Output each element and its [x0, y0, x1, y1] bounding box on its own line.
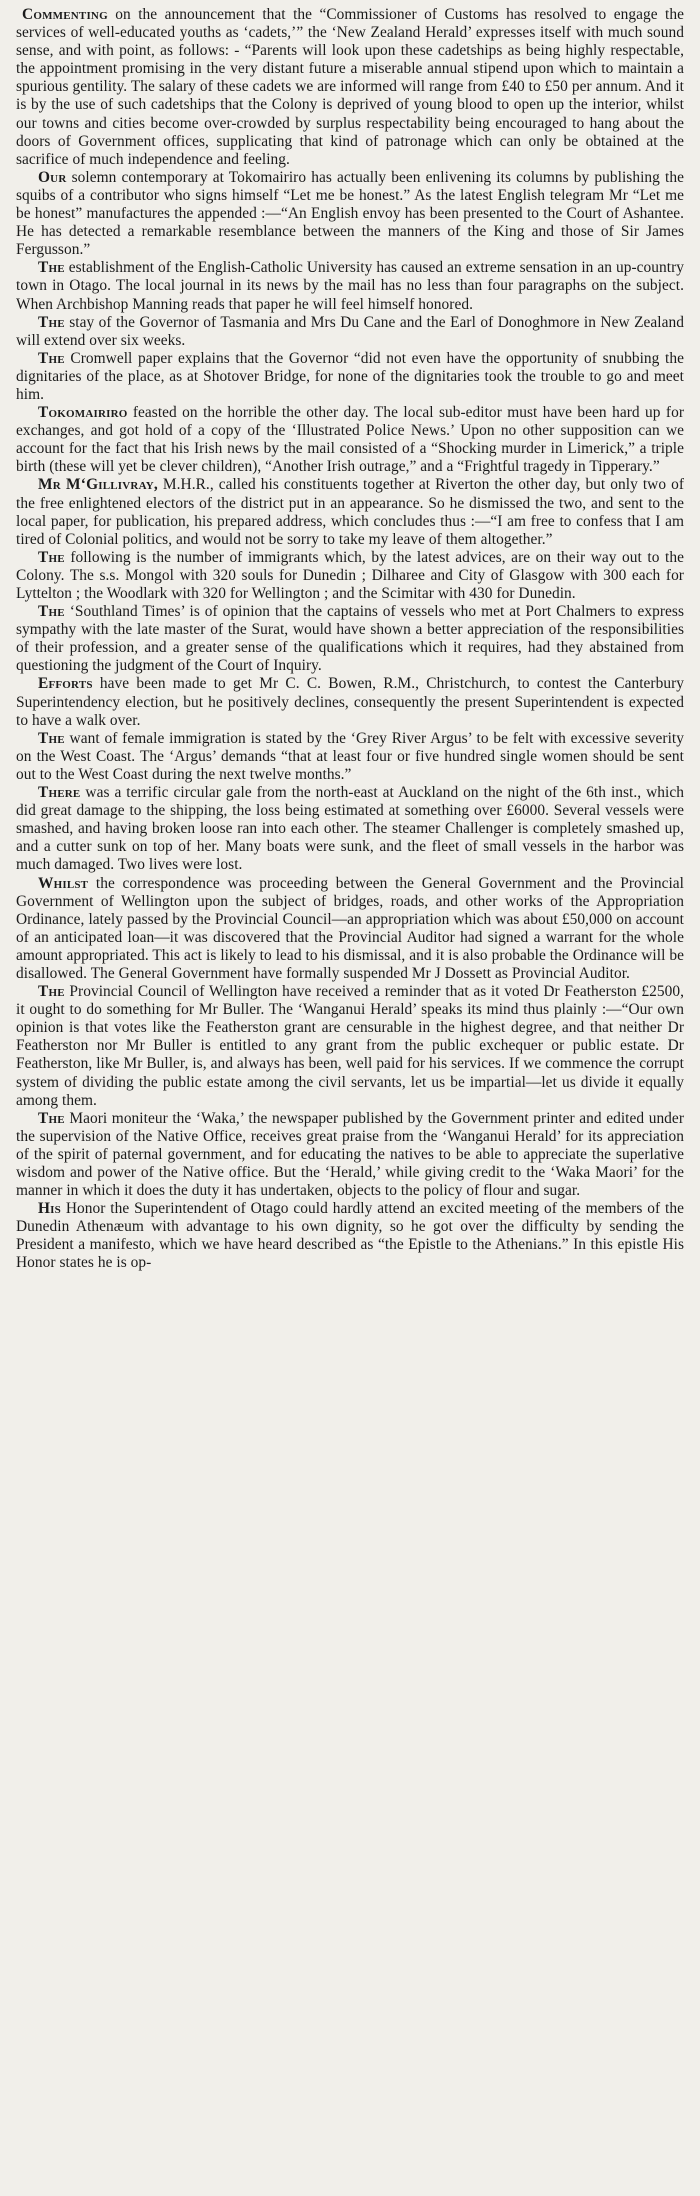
lead-word: The [38, 259, 65, 277]
paragraph-bowen [16, 675, 684, 729]
lead-word: The [38, 983, 65, 1001]
lead-word: The [38, 548, 65, 566]
paragraph-catholic-university [16, 259, 684, 313]
paragraph-wellington-auditor [16, 875, 684, 984]
lead-word: There [38, 784, 81, 802]
paragraph-female-immigration [16, 730, 684, 784]
paragraph-text: solemn contemporary at Tokomairiro has actually been enlivening its columns by publishing the squibs of a contributor who signs himself “Let me be honest.” As the latest English telegram Mr “Let me be honest” manufactures the appended :—“An English envoy has been presented to the Court of Ashantee. He has detected a remarkable resemblance between the manners of the King and those of Sir James Fergusson.” [16, 168, 684, 259]
paragraph-southland-times [16, 603, 684, 675]
paragraph-immigrants [16, 549, 684, 603]
lead-word: Tokomairiro [38, 404, 128, 422]
paragraph-tokomairiro-horrible [16, 404, 684, 476]
paragraph-text: on the announcement that the “Commissioner of Customs has resolved to engage the services of well-educated youths as ‘cadets,’” the ‘New Zealand Herald’ expresses itself with much sound sense, and with point, as follows: - “Parents will look upon these cadetships as being highly respectable, the appointment promising in the very distant future a miserable annual stipend upon which to maintain a spurious gentility. The salary of these cadets we are informed will range from £40 to £50 per annum. And it is by the use of such cadetships that the Colony is deprived of young blood to open up the interior, whilst our towns and cities become over-crowded by surplus respectability being encouraged to hang about the doors of Government offices, supplicating that kind of patronage which can only be obtained at the sacrifice of much independence and feeling. [16, 6, 684, 168]
paragraph-text: following is the number of immigrants which, by the latest advices, are on their way out to the Colony. The s.s. Mongol with 320 souls for Dunedin ; Dilharee and City of Glasgow with 300 each for Lyttelton ; the Woodlark with 320 for Wellington ; and the Scimitar with 430 for Dunedin. [16, 548, 684, 602]
paragraph-text: feasted on the horrible the other day. The local sub-editor must have been hard up for exchanges, and got hold of a copy of the ‘Illustrated Police News.’ Upon no other supposition can we account for the fact that his Irish news by the mail consisted of a “Shocking murder in Limerick,” a triple birth (these will yet be clever children), “Another Irish outrage,” and a “Frightful tragedy in Tipperary.” [16, 404, 684, 476]
paragraph-featherston-grant [16, 983, 684, 1110]
paragraph-cromwell-paper [16, 350, 684, 404]
paragraph-governor-tasmania [16, 314, 684, 350]
paragraph-mcgillivray [16, 476, 684, 548]
paragraph-text: M.H.R., called his constituents together at Riverton the other day, but only two of the free enlightened electors of the district put in an appearance. So he dismissed the two, and sent to the local paper, for publication, his prepared address, which concludes thus :—“I am free to confess that I am tired of Colonial politics, and would not be sorry to take my leave of them altogether.” [16, 476, 684, 548]
lead-word: The [38, 603, 65, 621]
paragraph-text: was a terrific circular gale from the north-east at Auckland on the night of the 6th inst., which did great damage to the shipping, the loss being estimated at something over £6000. Several vessels were smashed, and having broken loose ran into each other. The steamer Challenger is completely smashed up, and a cutter sunk on top of her. Many boats were sunk, and the fleet of small vessels in the harbor was much damaged. Two lives were lost. [16, 784, 684, 874]
paragraph-athenaeum [16, 1200, 684, 1272]
paragraph-text: want of female immigration is stated by the ‘Grey River Argus’ to be felt with excessive severity on the West Coast. The ‘Argus’ demands “that at least four or five hundred single women should be sent out to the West Coast during the next twelve months.” [16, 729, 684, 783]
paragraph-text: establishment of the English-Catholic University has caused an extreme sensation in an up-country town in Otago. The local journal in its news by the mail has no less than four paragraphs on the subject. When Archbishop Manning reads that paper he will feel himself honored. [16, 259, 684, 313]
paragraph-text: the correspondence was proceeding between the General Government and the Provincial Government of Wellington upon the subject of bridges, roads, and other works of the Appropriation Ordinance, lately passed by the Provincial Council—an appropriation which was about £50,000 on account of an anticipated loan—it was discovered that the Provincial Auditor had signed a warrant for the whole amount appropriated. This act is likely to lead to his dismissal, and it is also probable the Ordinance will be disallowed. The General Government have formally suspended Mr J Dossett as Provincial Auditor. [16, 874, 684, 982]
paragraph-text: stay of the Governor of Tasmania and Mrs Du Cane and the Earl of Donoghmore in New Zealand will extend over six weeks. [16, 313, 684, 349]
lead-word: The [38, 729, 65, 747]
paragraph-text: Maori moniteur the ‘Waka,’ the newspaper published by the Government printer and edited under the supervision of the Native Office, receives great praise from the ‘Wanganui Herald’ for its appreciation of the spirit of paternal government, and for educating the natives to be able to appreciate the superlative wisdom and power of the Native office. But the ‘Herald,’ while giving credit to the ‘Waka Maori’ for the manner in which it does the duty it has undertaken, objects to the policy of flour and sugar. [16, 1109, 684, 1200]
lead-word: Mr M‘Gillivray, [38, 476, 158, 494]
paragraph-tokomairiro-squibs [16, 169, 684, 259]
lead-word: The [38, 313, 65, 331]
lead-word: The [38, 1109, 65, 1127]
lead-word: Efforts [38, 675, 93, 693]
paragraph-auckland-gale [16, 784, 684, 874]
lead-word: His [38, 1200, 61, 1218]
lead-word: Whilst [38, 874, 89, 892]
paragraph-text: Cromwell paper explains that the Governor “did not even have the opportunity of snubbing the dignitaries of the place, as at Shotover Bridge, for none of the dignitaries took the trouble to go and meet him. [16, 349, 684, 403]
lead-word: Commenting [22, 6, 108, 23]
paragraph-text: have been made to get Mr C. C. Bowen, R.M., Christchurch, to contest the Canterbury Superintendency election, but he positively declines, consequently the present Superintendent is expected to have a walk over. [16, 675, 684, 729]
paragraph-text: ‘Southland Times’ is of opinion that the captains of vessels who met at Port Chalmers to express sympathy with the late master of the Surat, would have shown a better appreciation of the responsibilities of their profession, and a greater sense of the qualifications which it requires, had they abstained from questioning the judgment of the Court of Inquiry. [16, 603, 684, 675]
lead-word: Our [38, 168, 67, 186]
paragraph-waka-maori [16, 1110, 684, 1200]
paragraph-text: Provincial Council of Wellington have received a reminder that as it voted Dr Featherston £2500, it ought to do something for Mr Buller. The ‘Wanganui Herald’ speaks its mind thus plainly :—“Our own opinion is that votes like the Featherston grant are censurable in the highest degree, and that neither Dr Featherston nor Mr Buller is entitled to any grant from the public exchequer or public estate. Dr Featherston, like Mr Buller, is, and always has been, well paid for his services. If we commence the corrupt system of dividing the public estate among the civil servants, let us be impartial—let us divide it equally among them. [16, 983, 684, 1109]
paragraph-cadetships [16, 6, 684, 169]
paragraph-text: Honor the Superintendent of Otago could hardly attend an excited meeting of the members of the Dunedin Athenæum with advantage to his own dignity, so he got over the difficulty by sending the President a manifesto, which we have heard described as “the Epistle to the Athenians.” In this epistle His Honor states he is op- [16, 1200, 684, 1272]
lead-word: The [38, 349, 65, 367]
news-column [16, 0, 684, 1273]
